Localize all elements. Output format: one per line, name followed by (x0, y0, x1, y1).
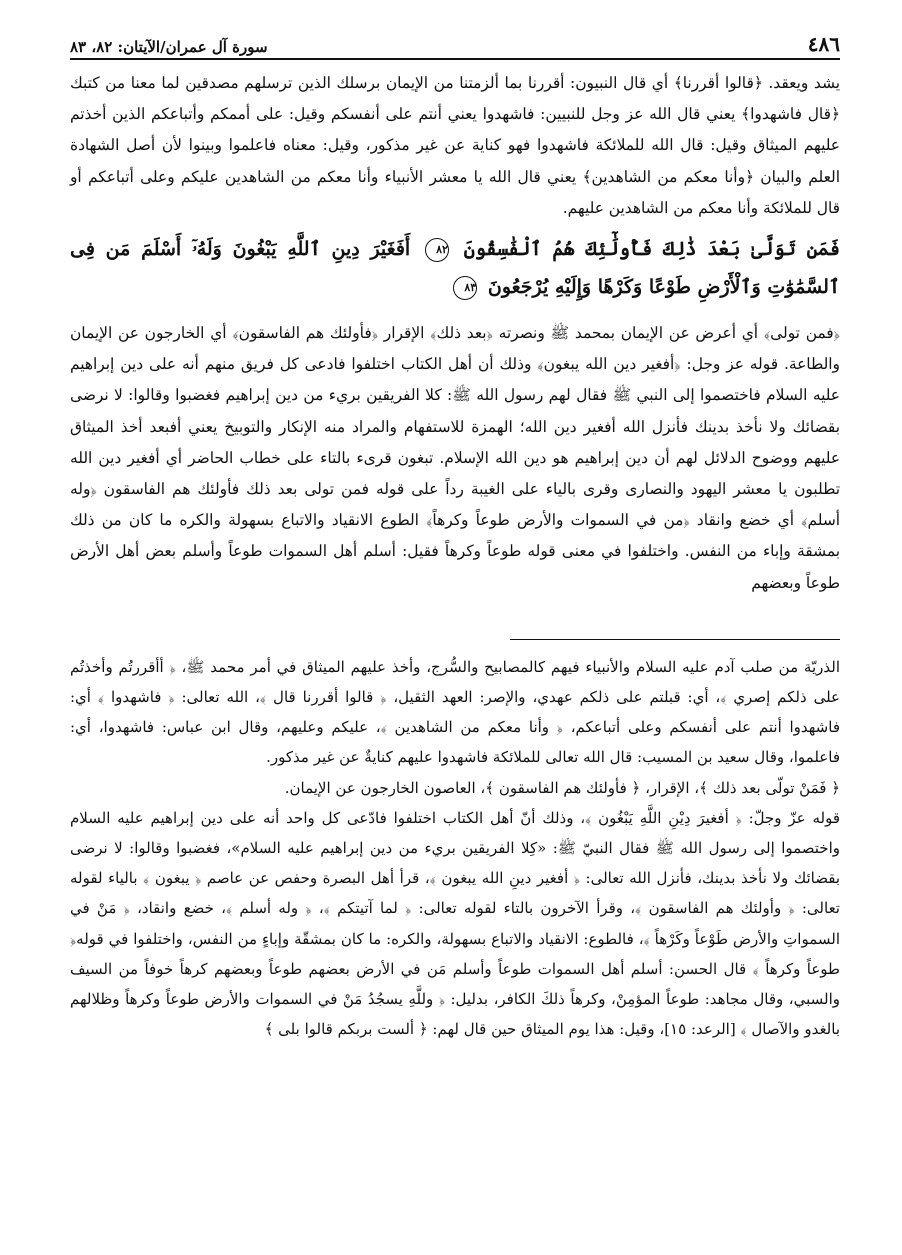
verse-text-82: فَمَن تَوَلَّىٰ بَعْدَ ذَٰلِكَ فَأُولَٰٓئِكَ هُمُ ٱلْفَٰسِقُونَ (463, 238, 840, 261)
footnotes-section (70, 652, 840, 1045)
footnote-divider (510, 639, 840, 640)
footnote-paragraph: قوله عزّ وجلّ: ﴿ أفغيرَ دِيْنِ اللَّهِ يَبْغُون ﴾، وذلك أنّ أهل الكتاب اختلفوا فادّعى كل واحد أنه على دين إبراهيم عليه السلام واختصموا إلى رسول الله ﷺ فقال النبيّ ﷺ: «كِلا الفريقين بريء من دين إبراهيم عليه السلام»، فغضبوا وقالوا: لا نرضى بقضائك ولا نأخذ بدينك، فأنزل الله تعالى: ﴿ أفغير دينِ الله يبغون ﴾، قرأ أهل البصرة وحفص عن عاصم ﴿ يبغون ﴾ بالياء لقوله تعالى: ﴿ وأولئك هم الفاسقون ﴾، وقرأ الآخرون بالتاء لقوله تعالى: ﴿ لما آتيتكم ﴾، ﴿ وله أسلم ﴾، خضع وانقاد، ﴿ مَنْ في السمواتِ والأرض طَوْعاً وكَرْهاً ﴾، فالطوع: الانقياد والاتباع بسهولة، والكره: ما كان بمشقّة وإباءٍ من النفس، واختلفوا في قوله﴿ طوعاً وكرهاً ﴾ قال الحسن: أسلم أهل السموات طوعاً وأسلم مَن في الأرض بعضهم طوعاً وبعضهم كرهاً خوفاً من السيف والسبي، وقال مجاهد: طوعاً المؤمِنْ، وكرهاً ذلكَ الكافر، بدليل: ﴿ وللَّهِ يسجُدُ مَنْ في السموات والأرض طوعاً وكرهاً وظلالهم بالغدو والآصال ﴾ [الرعد: ١٥]، وقيل: هذا يوم الميثاق حين قال لهم: ﴿ ألست بربكم قالوا بلى ﴾ (70, 808, 840, 1039)
ayah-number-82: ٨٢ (425, 238, 449, 262)
quran-verse-block (70, 230, 840, 306)
footnote-paragraph: الذريّة من صلب آدم عليه السلام والأنبياء فيهم كالمصابيح والسُّرج، وأخذ عليهم الميثاق في أمر محمد ﷺ، ﴿ أأقررتُم وأخذتُم على ذلكم إصري ﴾، أي: قبلتم على ذلكم عهدي، والإصر: العهد الثقيل، ﴿ قالوا أقررنا قال ﴾، الله تعالى: ﴿ فاشهدوا ﴾ أي: فاشهدوا أنتم على أنفسكم وعلى أتباعكم، ﴿ وأنا معكم من الشاهدين ﴾، عليكم وعليهم، وقال ابن عباس: فاشهدوا، أي: فاعلموا، وقال سعيد بن المسيب: قال الله تعالى للملائكة فاشهدوا عليهم كنايةٌ عن غير مذكور. (70, 657, 840, 767)
commentary-paragraph: ﴿فمن تولى﴾ أي أعرض عن الإيمان بمحمد ﷺ ونصرته ﴿بعد ذلك﴾ الإقرار ﴿فأولئك هم الفاسقون﴾ أي الخارجون عن الإيمان والطاعة. قوله عز وجل: ﴿أفغير دين الله يبغون﴾ وذلك أن أهل الكتاب اختلفوا فادعى كل فريق منهم أنه على دين إبراهيم عليه السلام فاختصموا إلى النبي ﷺ فقال لهم رسول الله ﷺ: كلا الفريقين بريء من دين إبراهيم فغضبوا وقالوا: لا نرضى بقضائك ولا نأخذ بدينك فأنزل الله أفغير دين الله؛ الهمزة للاستفهام والمراد منه الإنكار والتوبيخ يعني أفبعد أخذ الميثاق عليهم ووضوح الدلائل لهم أن دين إبراهيم هو دين الله الإسلام. تبغون قرىء بالتاء على خطاب الحاضر أي أفغير دين الله تطلبون يا معشر اليهود والنصارى وقرى بالياء على الغيبة رداً على قوله فمن تولى بعد ذلك فأولئك هم الفاسقون ﴿وله أسلم﴾ أي خضع وانقاد ﴿من في السموات والأرض طوعاً وكرهاً﴾ الطوع الانقياد والاتباع بسهولة والكره ما كان من ذلك بمشقة وإباء من النفس. واختلفوا في معنى قوله طوعاً وكرهاً فقيل: أسلم أهل السموات طوعاً وأسلم بعض أهل الأرض طوعاً وبعضهم (70, 324, 840, 592)
commentary-paragraph: يشد ويعقد. ﴿قالوا أقررنا﴾ أي قال النبيون: أقررنا بما ألزمتنا من الإيمان برسلك الذين ترسلهم مصدقين لما معنا من كتبك ﴿قال فاشهدوا﴾ يعني قال الله عز وجل للنبيين: فاشهدوا يعني أنتم على أنفسكم وقيل: على أممكم وأتباعكم الذين أخذتم عليهم الميثاق وقيل: قال الله للملائكة فاشهدوا فهو كناية عن غير مذكور، وقيل: معناه فاعلموا وبينوا لأن أصل الشهادة العلم والبيان ﴿وأنا معكم من الشاهدين﴾ يعني قال الله يا معشر الأنبياء وأنا معكم من الشاهدين عليكم وعلى أتباعكم أو قال للملائكة وأنا معكم من الشاهدين عليهم. (70, 74, 840, 217)
commentary-bottom (70, 318, 840, 599)
verse-text-83: أَفَغَيْرَ دِينِ ٱللَّهِ يَبْغُونَ وَلَهُۥٓ أَسْلَمَ مَن فِى ٱلسَّمَٰوَٰتِ وَٱلْأَرْضِ طَوْعًا وَكَرْهًا وَإِلَيْهِ يُرْجَعُونَ (70, 238, 840, 299)
page-header (70, 30, 840, 60)
running-title: سورة آل عمران/الآيتان: ٨٢، ٨٣ (70, 38, 268, 56)
ayah-number-83: ٨٣ (453, 276, 477, 300)
commentary-top (70, 68, 840, 224)
footnote-paragraph: ﴿ فَمَنْ تولّى بعد ذلك ﴾، الإقرار، ﴿ فأولئك هم الفاسقون ﴾، العاصون الخارجون عن الإيمان. (284, 778, 840, 797)
page-number: ٤٨٦ (807, 32, 840, 56)
